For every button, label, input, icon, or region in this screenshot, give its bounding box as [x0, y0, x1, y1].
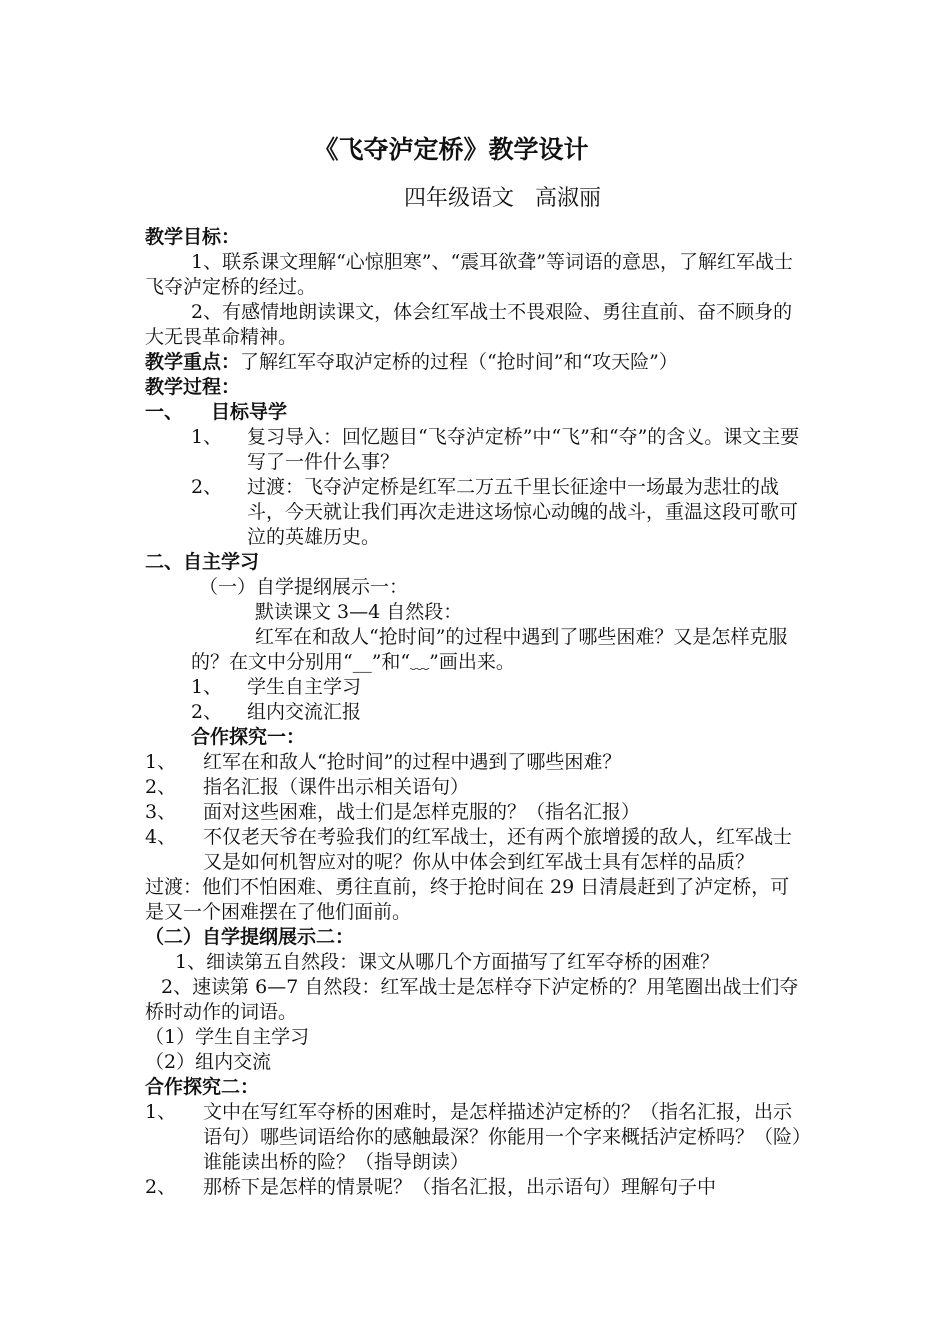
list-item [145, 700, 808, 725]
list-text: 指名汇报（课件出示相关语句） [203, 776, 470, 798]
key-text: 了解红军夺取泸定桥的过程（“抢时间”和“攻天险”） [240, 351, 678, 373]
list-text: 不仅老天爷在考验我们的红军战士，还有两个旅增援的敌人，红军战士又是如何机智应对的呢？你从中体会到红军战士具有怎样的品质？ [203, 826, 793, 873]
document-body [145, 225, 808, 1200]
list-text: 复习导入：回忆题目“飞夺泸定桥”中“飞”和“夺”的含义。课文主要写了一件什么事？ [247, 426, 800, 473]
read-instruction: 默读课文 3—4 自然段： [255, 601, 463, 623]
list-num: 1、 [145, 1101, 177, 1123]
list-num: 2、 [191, 701, 223, 723]
list-text: 那桥下是怎样的情景呢？（指名汇报，出示语句）理解句子中 [203, 1176, 717, 1198]
list-item [145, 825, 808, 875]
outline2-item: 1、细读第五自然段：课文从哪几个方面描写了红军夺桥的困难？ [175, 951, 720, 973]
section1-num: 一、 [145, 401, 184, 423]
list-num: 2、 [145, 1176, 177, 1198]
key-point [145, 350, 808, 375]
transition-text: 过渡：他们不怕困难、勇往直前，终于抢时间在 29 日清晨赶到了泸定桥，可是又一个困难摆在了他们面前。 [145, 876, 790, 923]
outline1-heading: （一）自学提纲展示一： [199, 576, 409, 598]
section1-title: 目标导学 [211, 401, 288, 423]
list-text: 组内交流汇报 [247, 701, 362, 723]
list-item [145, 675, 808, 700]
section2-heading: 二、自主学习 [145, 551, 260, 573]
list-item [145, 750, 808, 775]
outline2-heading: （二）自学提纲展示二： [145, 926, 355, 948]
list-num: 1、 [145, 751, 177, 773]
document-title: 《飞夺泸定桥》教学设计 [313, 135, 589, 164]
list-item [145, 425, 808, 475]
list-num: 3、 [145, 801, 177, 823]
list-item [145, 1175, 808, 1200]
list-text: 文中在写红军夺桥的困难时，是怎样描述泸定桥的？（指名汇报，出示语句）哪些词语给你的感触最深？你能用一个字来概括泸定桥吗？（险）谁能读出桥的险？（指导朗读） [203, 1101, 802, 1173]
coop1-heading: 合作探究一： [191, 726, 306, 748]
list-item [145, 475, 808, 550]
goal-item: 2、有感情地朗读课文，体会红军战士不畏艰险、勇往直前、奋不顾身的大无畏革命精神。 [145, 301, 793, 348]
document-subtitle: 四年级语文 高淑丽 [404, 186, 601, 211]
list-text: 过渡：飞夺泸定桥是红军二万五千里长征途中一场最为悲壮的战斗，今天就让我们再次走进这场惊心动魄的战斗，重温这段可歌可泣的英雄历史。 [247, 476, 799, 548]
list-text: 红军在和敌人“抢时间”的过程中遇到了哪些困难？ [203, 751, 622, 773]
list-num: 1、 [191, 426, 223, 448]
process-heading: 教学过程： [145, 376, 241, 398]
outline1-question: 红军在和敌人“抢时间”的过程中遇到了哪些困难？又是怎样克服的？在文中分别用“__”和“﹏”画出来。 [191, 626, 788, 673]
outline2-step: （1）学生自主学习 [145, 1026, 310, 1048]
goals-heading: 教学目标： [145, 226, 241, 248]
key-heading: 教学重点： [145, 351, 241, 373]
list-item [145, 1100, 808, 1175]
outline2-step: （2）组内交流 [145, 1051, 272, 1073]
list-num: 1、 [191, 676, 223, 698]
list-num: 2、 [191, 476, 223, 498]
list-text: 面对这些困难，战士们是怎样克服的？（指名汇报） [203, 801, 641, 823]
list-item [145, 800, 808, 825]
section1-heading [145, 400, 808, 425]
outline2-item: 2、速读第 6—7 自然段：红军战士是怎样夺下泸定桥的？用笔圈出战士们夺桥时动作的词语。 [145, 976, 799, 1023]
goal-item: 1、联系课文理解“心惊胆寒”、“震耳欲聋”等词语的意思，了解红军战士飞夺泸定桥的经过。 [145, 251, 793, 298]
list-item [145, 775, 808, 800]
coop2-heading: 合作探究二： [145, 1076, 260, 1098]
list-text: 学生自主学习 [247, 676, 362, 698]
list-num: 4、 [145, 826, 177, 848]
list-num: 2、 [145, 776, 177, 798]
